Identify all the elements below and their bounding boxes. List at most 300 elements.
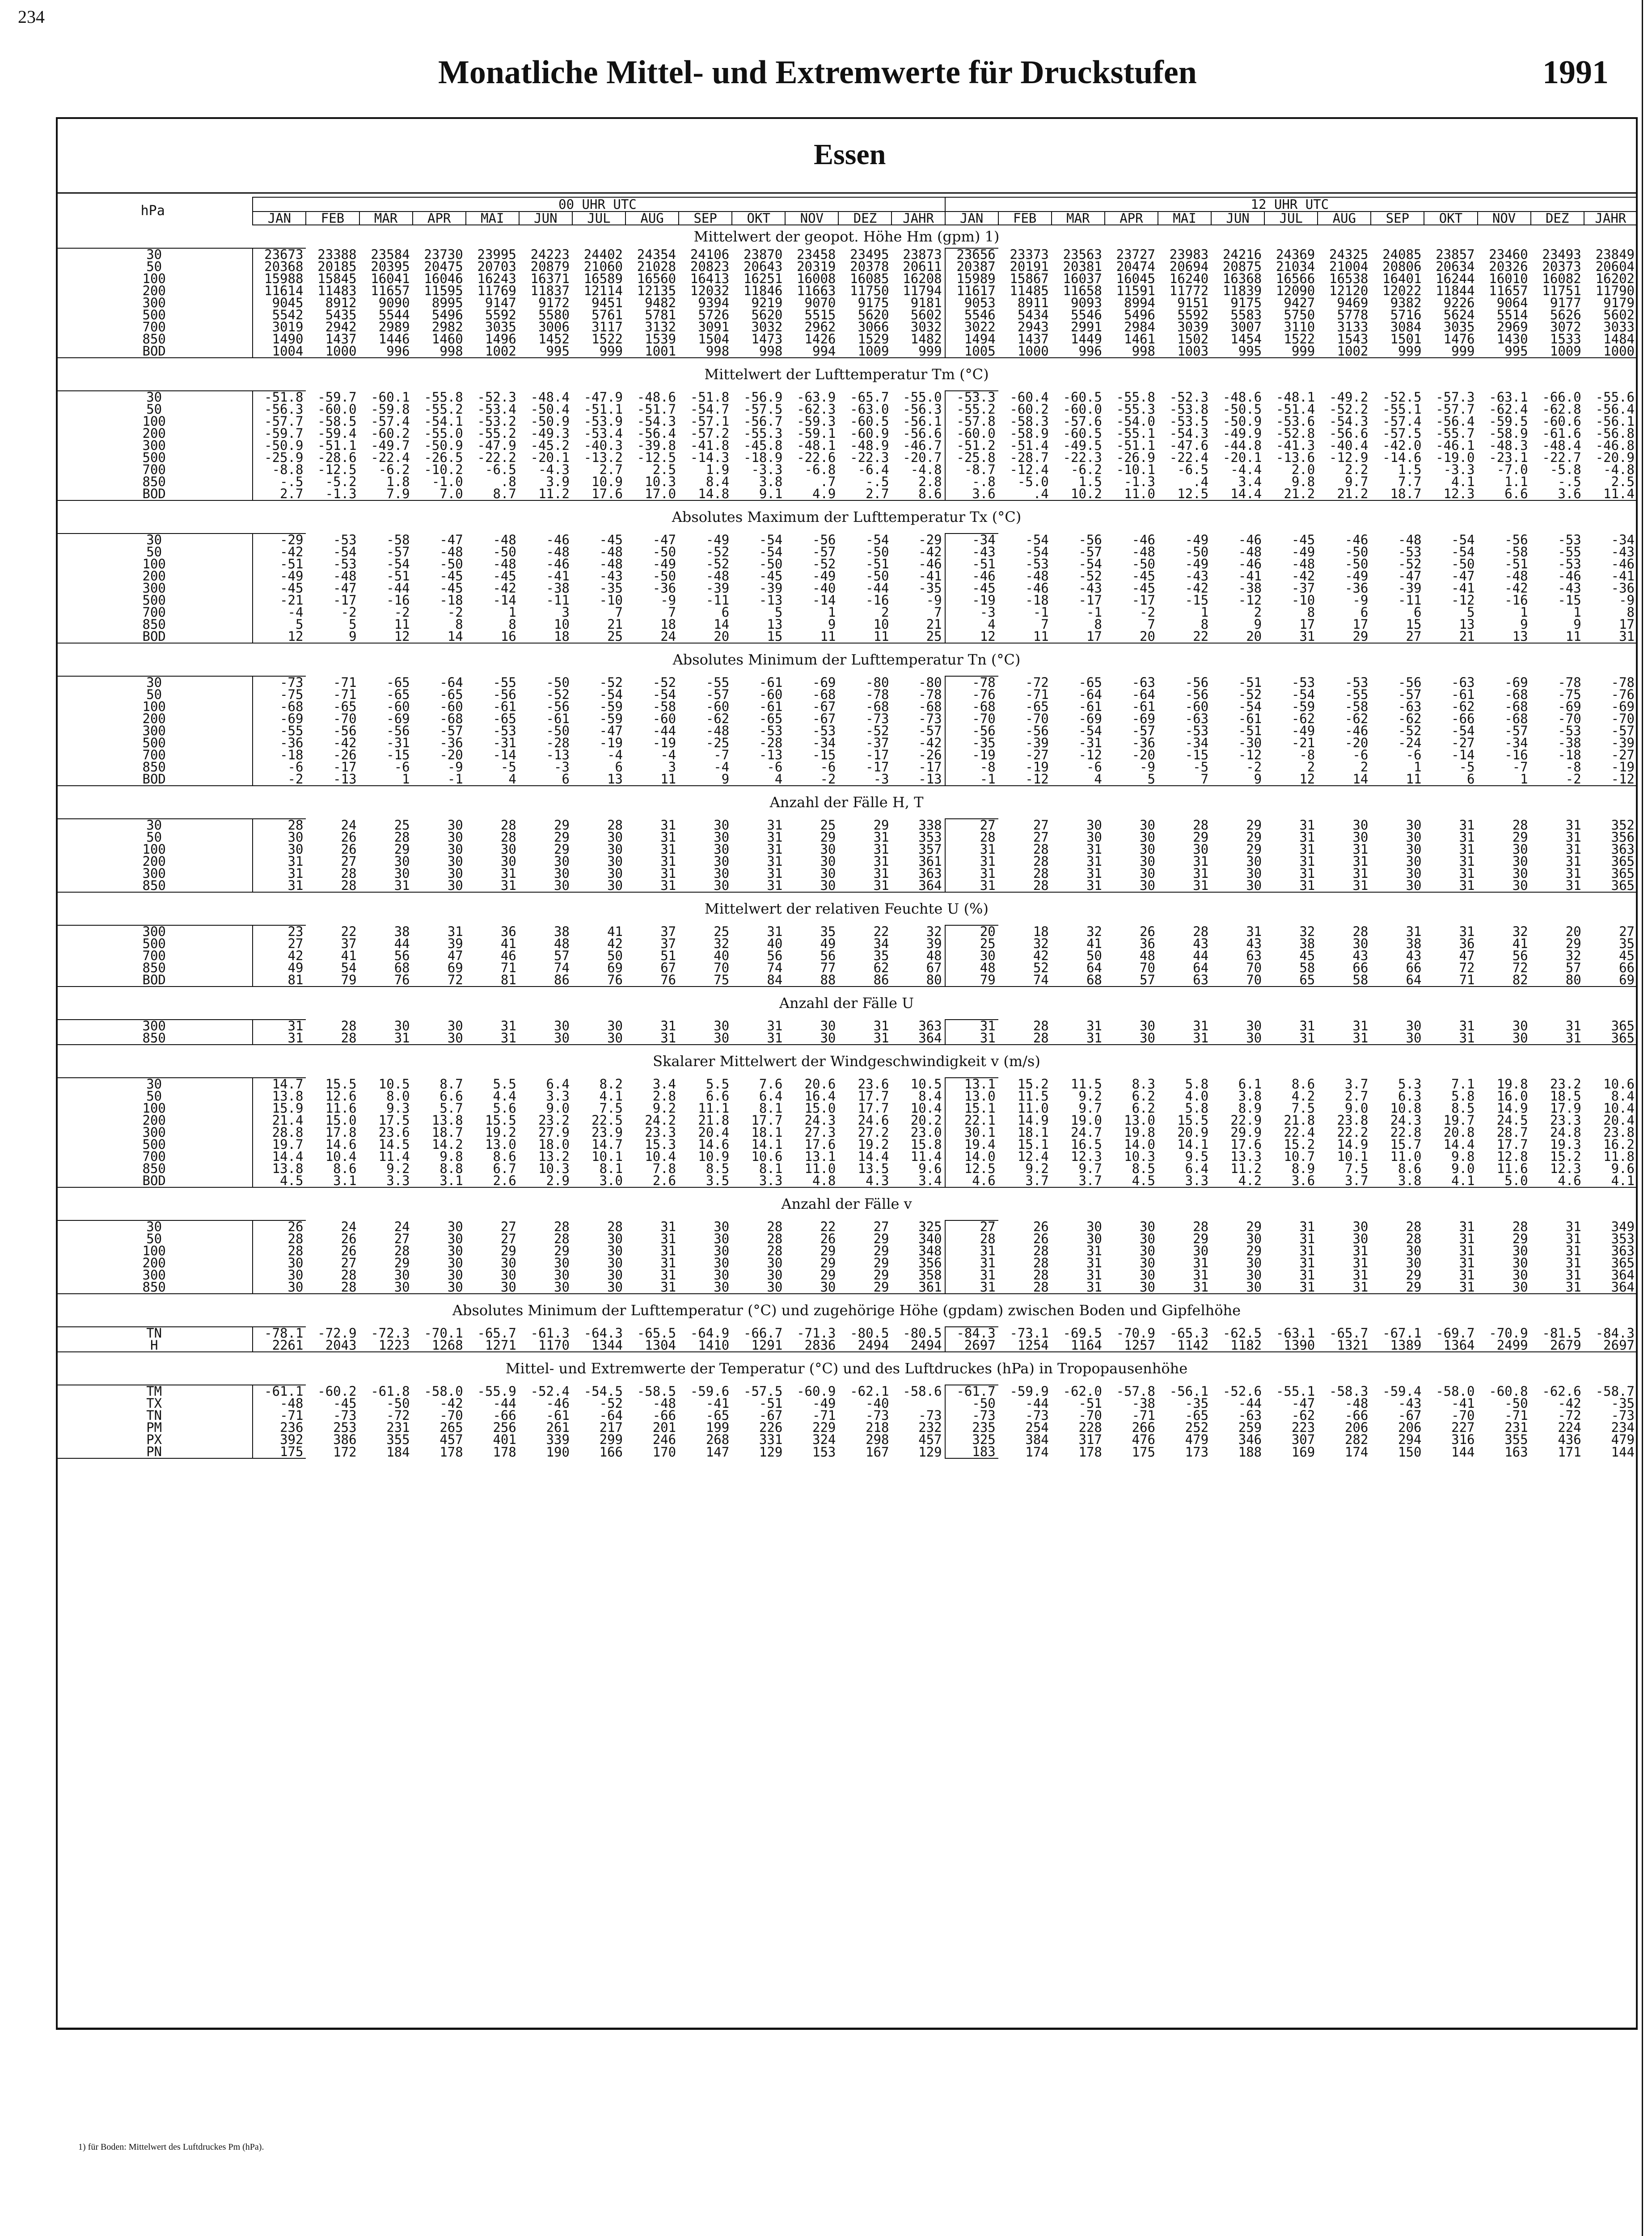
row-label: 850 [142,333,166,345]
table-cell: 30 [1512,1269,1528,1281]
table-cell: 30 [253,1281,306,1294]
table-cell: 20191 [1010,261,1049,273]
table-cell: -71 [1504,1410,1528,1422]
table-cell: -49 [652,558,676,570]
table-cell: -62 [1344,713,1369,725]
table-cell: -55.1 [1382,403,1422,415]
table-row [56,1446,1637,1458]
table-cell: 20381 [1063,261,1102,273]
table-cell: 7.5 [1344,1163,1369,1175]
table-cell: -2 [1565,773,1581,786]
table-cell: 5602 [910,309,942,321]
table-cell: 11772 [1169,285,1209,297]
table-cell: 6.6 [706,1090,730,1102]
table-cell: 7 [1200,773,1209,786]
row-label: 850 [56,1281,253,1294]
table-cell: 31 [873,855,889,868]
table-cell: 1 [1200,606,1209,618]
table-cell: 31 [1193,1032,1209,1045]
table-cell: 35 [873,950,889,962]
table-cell: 30 [1406,843,1422,855]
table-cell: 23493 [1542,248,1581,261]
table-cell: 30 [1246,1269,1262,1281]
table-cell: -50 [439,558,463,570]
table-cell: 224 [1558,1422,1581,1434]
table-cell: 5.6 [493,1102,516,1114]
table-cell: 30 [1193,843,1209,855]
table-cell: 28 [1406,1233,1422,1245]
table-cell: -70 [1558,713,1581,725]
table-cell: 31 [253,1032,306,1045]
table-cell: 1257 [1124,1339,1155,1352]
table-cell: 31 [1299,855,1315,868]
table-cell: 3033 [1603,321,1635,333]
table-cell: -8 [1565,761,1581,773]
table-cell: 32 [1299,925,1315,938]
month-header-12-mar: MAR [1052,212,1105,225]
table-cell: -53 [1558,558,1581,570]
table-cell: 3.7 [1025,1175,1049,1187]
row-label: 700 [142,1151,166,1163]
table-cell: 31 [1086,843,1102,855]
table-cell: -14.6 [1382,452,1422,464]
table-cell: 9.0 [546,1102,570,1114]
table-cell: 1002 [1337,345,1369,358]
table-cell: 25 [820,819,836,831]
table-cell: -17 [1078,594,1102,606]
table-cell: -53 [1025,558,1049,570]
table-cell: 68 [394,962,410,974]
table-cell: -54 [866,534,889,546]
table-cell: 12114 [583,285,623,297]
table-cell: 30 [394,855,410,868]
month-header-12-nov: NOV [1478,212,1531,225]
table-cell: 74 [554,962,570,974]
table-cell: 24216 [1222,248,1262,261]
table-cell: -56 [945,725,998,737]
table-cell: 28 [341,868,357,880]
table-cell: 31 [945,843,998,855]
table-cell: -52.2 [1329,403,1369,415]
table-cell: 31 [1565,868,1581,880]
table-cell: -49 [706,534,730,546]
table-cell: 8 [455,618,463,631]
table-cell: 9093 [1071,297,1102,309]
table-cell: -65 [706,1410,730,1422]
table-cell: 8.1 [599,1163,623,1175]
table-cell: -35 [1611,1398,1635,1410]
table-cell: 30 [500,1281,516,1294]
table-cell: -6 [1352,749,1369,761]
table-cell: 51 [660,950,676,962]
table-cell: 1494 [945,333,998,345]
table-cell: 17 [1352,618,1369,631]
table-cell: -48 [1504,570,1528,582]
table-cell: 1 [828,606,836,618]
table-cell: 37 [660,925,676,938]
table-cell: -57.7 [253,415,306,428]
table-cell: -53.6 [1276,415,1315,428]
table-cell: 11483 [317,285,357,297]
table-cell: 23.0 [910,1126,942,1139]
table-cell: 28 [1033,1245,1049,1257]
table-cell: -53.8 [1169,403,1209,415]
table-cell: 49 [253,962,306,974]
table-cell: 355 [1504,1434,1528,1446]
table-cell: 206 [1344,1422,1369,1434]
table-cell: 22 [341,925,357,938]
table-cell: 20326 [1489,261,1528,273]
table-cell: 1182 [1230,1339,1262,1352]
table-row [56,676,1637,689]
table-cell: 4.1 [1451,476,1475,488]
table-cell: 31 [1459,1020,1475,1032]
table-cell: -57.4 [371,415,410,428]
table-cell: -38 [1238,582,1262,594]
table-cell: -3.3 [1443,464,1475,476]
table-cell: 30 [1140,1020,1155,1032]
table-cell: -10 [1291,594,1315,606]
table-cell: 66 [1352,962,1369,974]
table-cell: -51.2 [945,440,998,452]
row-label: 700 [142,749,166,761]
table-cell: 4.1 [599,1090,623,1102]
row-label: 30 [56,1078,253,1090]
table-cell: 26 [1033,1233,1049,1245]
table-cell: 998 [439,345,463,358]
table-cell: 31 [1299,1245,1315,1257]
table-cell: 40 [714,950,730,962]
table-cell: 16251 [743,273,783,285]
table-cell: -70.1 [424,1327,463,1339]
table-cell: 42 [607,938,623,950]
table-cell: -58.0 [424,1385,463,1398]
table-cell: 66 [1406,962,1422,974]
table-cell: -46 [918,558,942,570]
table-cell: 17 [1299,618,1315,631]
table-cell: 30 [714,1032,730,1045]
table-cell: -50 [1504,1398,1528,1410]
table-cell: 15.2 [1550,1151,1581,1163]
table-cell: 11790 [1595,285,1635,297]
table-cell: 30 [447,855,463,868]
table-cell: 352 [1611,819,1635,831]
table-cell: 11.4 [378,1151,410,1163]
table-row [56,1139,1637,1151]
table-cell: -53 [1185,725,1209,737]
table-cell: 42 [1033,950,1049,962]
table-cell: 24402 [583,248,623,261]
table-cell: -56.1 [903,415,942,428]
table-cell: -70 [1025,713,1049,725]
table-cell: 14.4 [1230,488,1262,500]
table-cell: -22.3 [1063,452,1102,464]
table-cell: 12 [1299,773,1315,786]
table-cell: 9.2 [1078,1090,1102,1102]
table-cell: 65 [1299,974,1315,987]
table-cell: 17.7 [858,1090,889,1102]
row-label: 500 [142,1139,166,1151]
table-cell: 31 [660,1245,676,1257]
table-cell: -57 [1504,725,1528,737]
table-cell: 16045 [1116,273,1155,285]
table-cell: -46 [1558,570,1581,582]
table-cell: 11839 [1222,285,1262,297]
table-cell: 29 [554,1245,570,1257]
table-cell: 5 [349,618,357,631]
table-cell: 256 [493,1422,516,1434]
table-cell: 31 [1352,880,1369,892]
table-cell: -51 [945,558,998,570]
table-cell: 31 [1193,1020,1209,1032]
table-cell: 11.2 [538,488,570,500]
table-cell: 10.1 [592,1151,623,1163]
table-cell: 31 [945,855,998,868]
table-cell: -60 [706,701,730,713]
table-cell: 12.3 [1550,1163,1581,1175]
table-cell: 325 [918,1220,942,1233]
table-cell: 1437 [325,333,357,345]
table-cell: 457 [918,1434,942,1446]
table-cell: 31 [1086,868,1102,880]
table-cell: 30 [447,880,463,892]
table-cell: 3.7 [1078,1175,1102,1187]
table-cell: -55.7 [1436,428,1475,440]
table-cell: 28 [1033,1257,1049,1269]
row-label: 850 [142,618,166,631]
table-cell: -76 [1611,689,1635,701]
table-cell: -71 [812,1410,836,1422]
table-cell: 16008 [797,273,836,285]
table-cell: -65 [493,713,516,725]
table-cell: 42 [253,950,306,962]
section-title-row [56,987,1637,1020]
section-title: Absolutes Maximum der Lufttemperatur Tx (°C) [56,500,1637,534]
table-cell: -47 [333,582,357,594]
table-cell: -41 [1238,570,1262,582]
section-title-row [56,1187,1637,1220]
table-cell: 6.4 [1185,1163,1209,1175]
table-cell: 13.1 [804,1151,836,1163]
table-cell: -55 [493,676,516,689]
table-cell: 9175 [1230,297,1262,309]
table-cell: 6.6 [439,1090,463,1102]
table-cell: -31 [493,737,516,749]
table-cell: 8 [1200,618,1209,631]
table-cell: 28 [1033,880,1049,892]
table-cell: 23.6 [378,1126,410,1139]
table-cell: -63 [1451,676,1475,689]
table-cell: -61 [1132,701,1155,713]
table-cell: -41 [1451,1398,1475,1410]
table-cell: 86 [873,974,889,987]
table-cell: 30 [714,855,730,868]
table-cell: 30 [447,1269,463,1281]
table-cell: -36 [1611,582,1635,594]
table-cell: -5 [1193,761,1209,773]
table-cell: -54.3 [637,415,676,428]
table-cell: 30 [767,1257,783,1269]
table-cell: 62 [873,962,889,974]
table-cell: 2989 [378,321,410,333]
table-cell: -52 [652,676,676,689]
table-cell: -46 [1344,534,1369,546]
table-cell: 84 [767,974,783,987]
table-cell: -56 [1185,689,1209,701]
table-cell: 3039 [1177,321,1209,333]
table-cell: 6.7 [493,1163,516,1175]
table-cell: 1522 [1284,333,1315,345]
table-cell: 27 [341,1257,357,1269]
table-cell: -62 [1291,1410,1315,1422]
table-cell: -80.5 [850,1327,889,1339]
row-label: 30 [56,534,253,546]
row-label: 30 [56,819,253,831]
table-cell: 30 [1140,880,1155,892]
table-cell: -9 [926,594,942,606]
table-cell: -56.1 [1169,1385,1209,1398]
table-cell: -53 [812,725,836,737]
table-cell: -19 [1025,761,1049,773]
table-cell: 3117 [592,321,623,333]
table-cell: 9053 [945,297,998,309]
table-cell: 30 [253,1257,306,1269]
table-cell: 20474 [1116,261,1155,273]
table-cell: 1.8 [386,476,410,488]
table-cell: 28 [607,1220,623,1233]
month-header-12-feb: FEB [998,212,1052,225]
table-cell: -14 [493,749,516,761]
table-cell: 30 [1246,1257,1262,1269]
table-cell: -65.5 [637,1327,676,1339]
table-cell: 172 [333,1446,357,1458]
table-cell: 23388 [317,248,357,261]
table-cell: 9179 [1603,297,1635,309]
table-cell: 31 [1565,1032,1581,1045]
table-cell: 1426 [804,333,836,345]
table-cell: 30 [1406,1245,1422,1257]
table-cell: -4.4 [1230,464,1262,476]
hpa-header: hPa [140,203,165,219]
table-cell: 30 [1406,831,1422,843]
table-cell: -7.0 [1496,464,1528,476]
table-cell: 1004 [253,345,306,358]
table-cell: 5 [774,606,783,618]
table-cell: 48 [945,962,998,974]
table-cell: 5592 [485,309,516,321]
table-cell: 46 [500,950,516,962]
table-cell: -73 [866,713,889,725]
table-cell: 316 [1451,1434,1475,1446]
table-cell: 77 [820,962,836,974]
table-cell: -22.6 [797,452,836,464]
table-cell: -56 [333,725,357,737]
table-cell: 6 [1413,606,1422,618]
table-cell: 7 [934,606,942,618]
table-cell: -55.3 [1116,403,1155,415]
table-cell: 28 [1406,1220,1422,1233]
table-cell: -45 [759,570,783,582]
table-cell: -72.9 [317,1327,357,1339]
table-cell: -48 [1344,1398,1369,1410]
table-cell: -54.7 [690,403,730,415]
table-cell: 1002 [485,345,516,358]
table-cell: -47 [652,534,676,546]
table-cell: 28 [554,1233,570,1245]
table-cell: 30 [1140,843,1155,855]
table-cell: -67 [1398,1410,1422,1422]
table-cell: 30 [1512,1257,1528,1269]
table-cell: -45 [599,534,623,546]
table-cell: 15 [767,631,783,643]
table-cell: 9151 [1177,297,1209,309]
table-cell: 1496 [485,333,516,345]
table-cell: 6.2 [1132,1090,1155,1102]
table-cell: 30 [820,1032,836,1045]
table-cell: 20703 [477,261,516,273]
table-cell: 5515 [804,309,836,321]
table-cell: 31 [1565,1233,1581,1245]
table-cell: 23849 [1595,248,1635,261]
table-cell: 29 [873,1245,889,1257]
table-cell: 9469 [1337,297,1369,309]
table-cell: -58 [386,534,410,546]
table-cell: 12120 [1329,285,1369,297]
table-cell: -70.9 [1116,1327,1155,1339]
table-cell: 30 [714,1269,730,1281]
table-cell: 9175 [858,297,889,309]
table-cell: -57.1 [690,415,730,428]
table-cell: 129 [918,1446,942,1458]
row-label: 100 [142,701,166,713]
section-title-row [56,225,1637,248]
table-cell: 11.8 [1603,1151,1635,1163]
table-cell: 363 [918,1020,942,1032]
table-cell: -50 [1344,546,1369,558]
row-label: 850 [56,880,253,892]
table-cell: 31 [1565,843,1581,855]
table-cell: 16368 [1222,273,1262,285]
table-cell: -46 [1132,534,1155,546]
table-cell: 28 [394,1245,410,1257]
table-cell: -65 [759,713,783,725]
table-cell: 30.1 [945,1126,998,1139]
table-cell: -49.9 [1222,428,1262,440]
table-cell: 30 [447,1020,463,1032]
table-cell: 20185 [317,261,357,273]
table-cell: 29 [1565,938,1581,950]
table-cell: -59.3 [797,415,836,428]
table-cell: 9 [1254,618,1262,631]
table-cell: 30 [1406,880,1422,892]
table-cell: -54 [1291,689,1315,701]
table-cell: -78 [1611,676,1635,689]
table-cell: -31 [1078,737,1102,749]
table-cell: -55 [1558,546,1581,558]
table-cell: 31 [660,1281,676,1294]
table-cell: 1170 [538,1339,570,1352]
table-cell: 12090 [1276,285,1315,297]
table-cell: -12.9 [1329,452,1369,464]
table-cell: 9382 [1390,297,1422,309]
table-cell: 1502 [1177,333,1209,345]
table-cell: 43 [1406,950,1422,962]
table-cell: -44 [1238,1398,1262,1410]
table-row [56,1257,1637,1269]
table-cell: -4 [253,606,306,618]
table-cell: -28 [759,737,783,749]
table-cell: 6.4 [546,1078,570,1090]
